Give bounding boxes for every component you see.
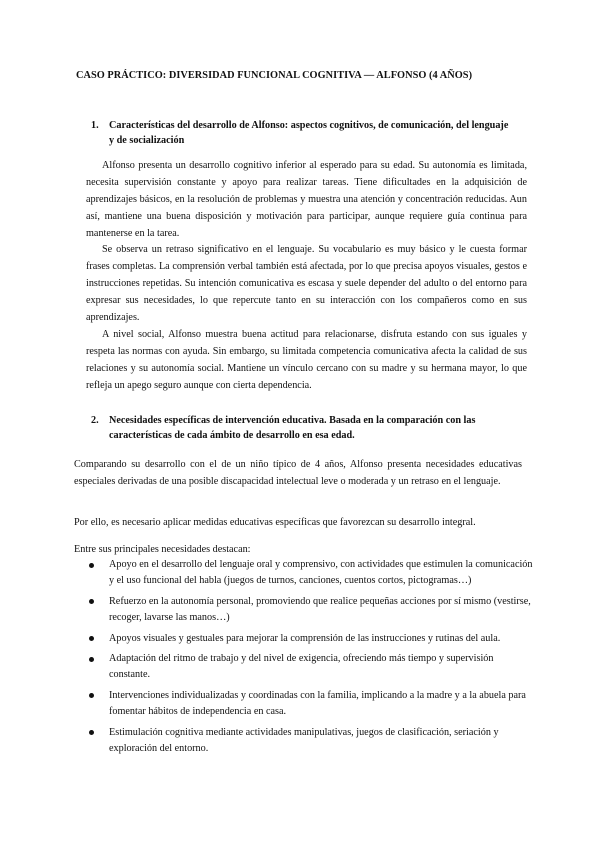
- bullet-icon: [89, 599, 94, 604]
- list-item: [74, 688, 534, 720]
- bullet-icon: [89, 563, 94, 568]
- list-item: [74, 557, 534, 589]
- bullet-icon: [89, 657, 94, 662]
- list-item-text: Refuerzo en la autonomía personal, promoviendo que realice pequeñas acciones por sí mismo (vestirse, recoger, lavarse las manos…): [109, 595, 531, 623]
- list-item-text: Adaptación del ritmo de trabajo y del nivel de exigencia, ofreciendo más tiempo y supervisión constante.: [109, 653, 494, 681]
- bullet-icon: [89, 730, 94, 735]
- list-item-text: Estimulación cognitiva mediante actividades manipulativas, juegos de clasificación, seriación y exploración del entorno.: [109, 726, 499, 754]
- section-1-paragraph: Alfonso presenta un desarrollo cognitivo inferior al esperado para su edad. Su autonomía es limitada, necesita supervisión constante y apoyo para realizar tareas. Tiene dificultades en la adquisición de aprendizajes básicos, en la resolución de problemas y muestra una atención y concentración reducidas. Aun así, mantiene una buena disposición y motivación para participar, aunque requiere guía continua para mantenerse en la tarea.: [86, 160, 527, 239]
- section-2-paragraph: Comparando su desarrollo con el de un niño típico de 4 años, Alfonso presenta necesidades educativas especiales derivadas de una posible discapacidad intelectual leve o moderada y un retraso en el lenguaje.: [74, 459, 522, 487]
- needs-list: [74, 557, 534, 762]
- section-2-paragraph: Por ello, es necesario aplicar medidas educativas específicas que favorezcan su desarrollo integral.: [74, 517, 476, 528]
- list-item: [74, 594, 534, 626]
- bullet-icon: [89, 636, 94, 641]
- section-1-heading-text: Características del desarrollo de Alfonso: aspectos cognitivos, de comunicación, del lenguaje y de socialización: [109, 120, 509, 146]
- section-1-number: 1.: [91, 120, 99, 131]
- bullet-icon: [89, 693, 94, 698]
- list-item: [74, 651, 534, 683]
- list-item: [74, 631, 534, 647]
- section-1-paragraph: Se observa un retraso significativo en el lenguaje. Su vocabulario es muy básico y le cuesta formar frases completas. La comprensión verbal también está afectada, por lo que precisa apoyos visuales, gestos e instrucciones repetidas. Su intención comunicativa es escasa y suele depender del adulto o del entorno para expresar sus necesidades, lo que repercute tanto en su interacción con los compañeros como en sus aprendizajes.: [86, 244, 527, 323]
- section-2-paragraph: Entre sus principales necesidades destacan:: [74, 544, 251, 555]
- list-item: [74, 725, 534, 757]
- document-title: CASO PRÁCTICO: DIVERSIDAD FUNCIONAL COGNITIVA — ALFONSO (4 AÑOS): [76, 70, 473, 81]
- section-2-number: 2.: [91, 415, 99, 426]
- section-1-paragraph: A nivel social, Alfonso muestra buena actitud para relacionarse, disfruta estando con sus iguales y respeta las normas con ayuda. Sin embargo, su limitada competencia comunicativa afecta la calidad de sus relaciones y su autonomía social. Mantiene un vínculo cercano con su madre y su hermana mayor, lo que refleja un apego seguro aunque con cierta dependencia.: [86, 329, 527, 391]
- list-item-text: Intervenciones individualizadas y coordinadas con la familia, implicando a la madre y a la abuela para fomentar hábitos de independencia en casa.: [109, 689, 526, 718]
- list-item-text: Apoyo en el desarrollo del lenguaje oral y comprensivo, con actividades que estimulen la comunicación y el uso funcional del habla (juegos de turnos, canciones, cuentos cortos, pictogramas…): [109, 559, 533, 587]
- list-item-text: Apoyos visuales y gestuales para mejorar la comprensión de las instrucciones y rutinas del aula.: [109, 632, 501, 644]
- section-2-heading-text: Necesidades específicas de intervención educativa. Basada en la comparación con las características de cada ámbito de desarrollo en esa edad.: [109, 415, 476, 441]
